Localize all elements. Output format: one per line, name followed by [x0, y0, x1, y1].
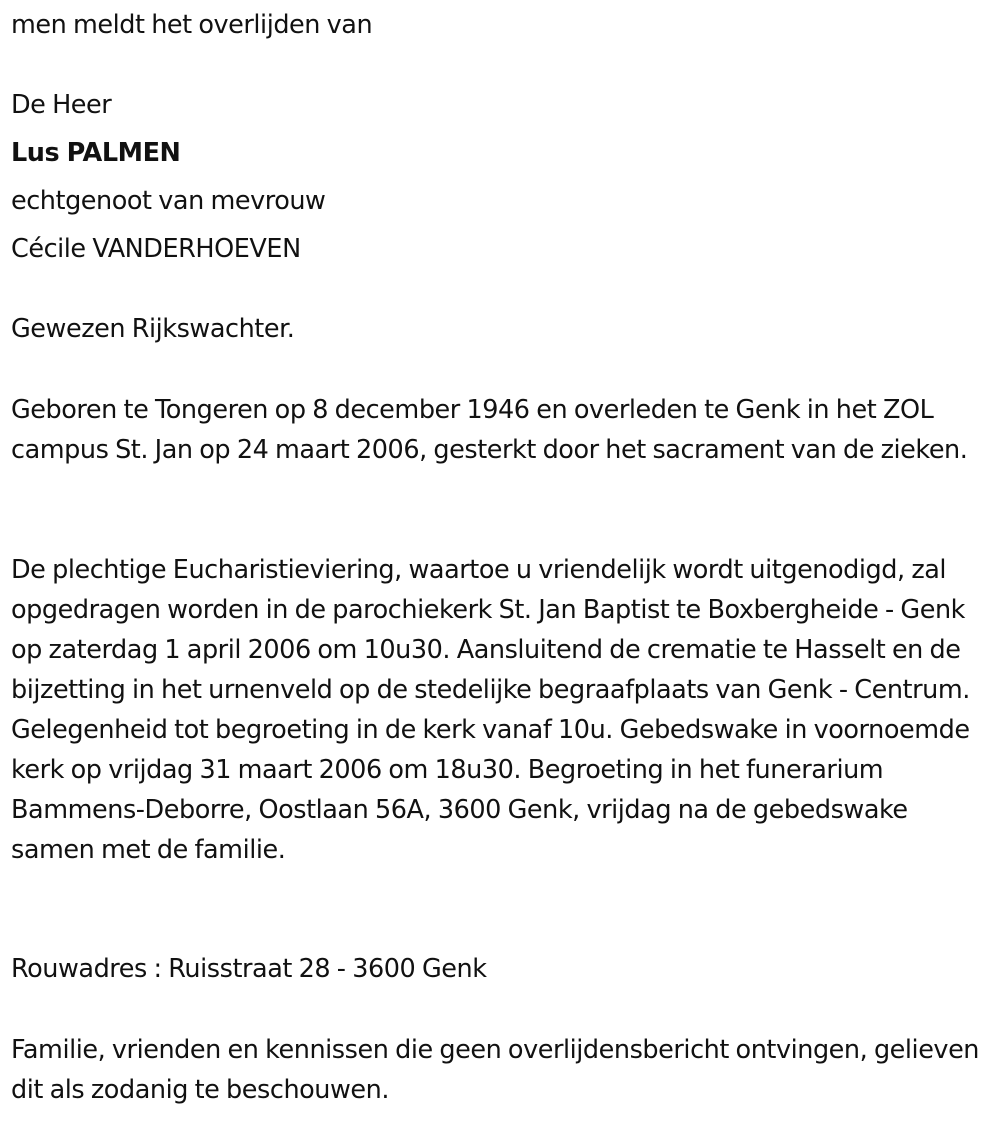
- funeral-paragraph: De plechtige Eucharistieviering, waartoe u vriendelijk wordt uitgenodigd, zal opgedragen worden in de parochiekerk St. Jan Baptist te Boxbergheide - Genk op zaterdag 1 april 2006 om 10u30. Aansluitend de crematie te Hasselt en de bijzetting in het urnenveld op de stedelijke begraafplaats van Genk - Centrum. Gelegenheid tot begroeting in de kerk vanaf 10u. Gebedswake in voornoemde kerk op vrijdag 31 maart 2006 om 18u30. Begroeting in het funerarium Bammens-Deborre, Oostlaan 56A, 3600 Genk, vrijdag na de gebedswake samen met de familie.: [11, 555, 970, 865]
- deceased-name: Lus PALMEN: [11, 138, 181, 168]
- intro-text: men meldt het overlijden van: [11, 10, 373, 40]
- birth-death-paragraph: Geboren te Tongeren op 8 december 1946 en overleden te Genk in het ZOL campus St. Jan op 24 maart 2006, gesterkt door het sacrament van de zieken.: [11, 395, 968, 465]
- closing-paragraph: Familie, vrienden en kennissen die geen overlijdensbericht ontvingen, gelieven dit als zodanig te beschouwen.: [11, 1035, 980, 1105]
- honorific: De Heer: [11, 90, 112, 120]
- occupation-text: Gewezen Rijkswachter.: [11, 314, 295, 344]
- spouse-name: Cécile VANDERHOEVEN: [11, 234, 301, 264]
- relation-text: echtgenoot van mevrouw: [11, 186, 326, 216]
- mourning-address: Rouwadres : Ruisstraat 28 - 3600 Genk: [11, 954, 487, 984]
